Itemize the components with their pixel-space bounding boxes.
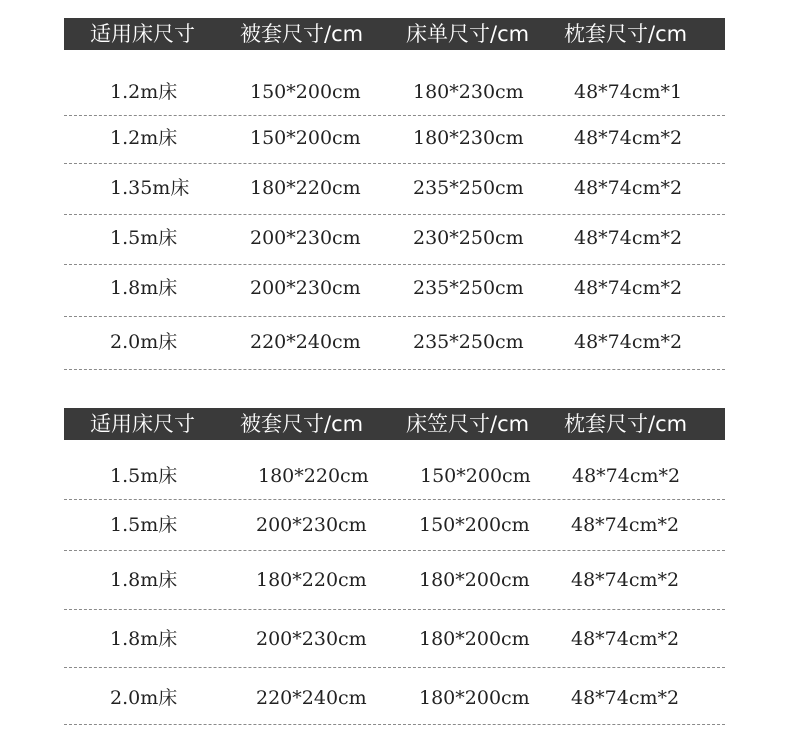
row-divider [64,264,725,265]
bed-size-cell: 1.8m床 [110,569,178,591]
pillowcase-size-cell: 48*74cm*2 [574,277,683,299]
duvet-size-cell: 150*200cm [250,81,361,103]
bed-size-cell: 2.0m床 [110,331,178,353]
duvet-size-cell: 200*230cm [256,514,367,536]
duvet-size-cell: 220*240cm [250,331,361,353]
sheet-size-cell: 235*250cm [413,331,524,353]
pillowcase-size-cell: 48*74cm*2 [571,514,680,536]
duvet-size-cell: 200*230cm [250,227,361,249]
row-divider [64,499,725,500]
pillowcase-size-cell: 48*74cm*2 [574,127,683,149]
duvet-size-cell: 180*220cm [250,177,361,199]
header-sheet-size: 床单尺寸/cm [406,22,530,46]
bed-size-cell: 1.8m床 [110,277,178,299]
size-table-sheet [64,18,725,370]
bed-size-cell: 1.5m床 [110,465,178,487]
row-divider [64,667,725,668]
row-divider [64,550,725,551]
header-bed-size: 适用床尺寸 [90,22,195,46]
bed-size-cell: 1.35m床 [110,177,190,199]
header-bed-size: 适用床尺寸 [90,412,195,436]
row-divider [64,115,725,116]
bed-size-cell: 2.0m床 [110,687,178,709]
sheet-size-cell: 180*230cm [413,127,524,149]
header-duvet-size: 被套尺寸/cm [240,22,364,46]
duvet-size-cell: 200*230cm [256,628,367,650]
row-divider [64,724,725,725]
duvet-size-cell: 220*240cm [256,687,367,709]
fitted-sheet-size-cell: 150*200cm [420,465,531,487]
row-divider [64,316,725,317]
pillowcase-size-cell: 48*74cm*2 [574,177,683,199]
bed-size-cell: 1.2m床 [110,81,178,103]
sheet-size-cell: 235*250cm [413,277,524,299]
fitted-sheet-size-cell: 180*200cm [419,569,530,591]
duvet-size-cell: 180*220cm [256,569,367,591]
duvet-size-cell: 200*230cm [250,277,361,299]
bed-size-cell: 1.2m床 [110,127,178,149]
row-divider [64,609,725,610]
duvet-size-cell: 150*200cm [250,127,361,149]
bed-size-cell: 1.5m床 [110,514,178,536]
pillowcase-size-cell: 48*74cm*2 [571,687,680,709]
header-duvet-size: 被套尺寸/cm [240,412,364,436]
bed-size-cell: 1.5m床 [110,227,178,249]
size-table-fitted-sheet [64,408,725,728]
row-divider [64,214,725,215]
bed-size-cell: 1.8m床 [110,628,178,650]
pillowcase-size-cell: 48*74cm*2 [571,628,680,650]
sheet-size-cell: 230*250cm [413,227,524,249]
pillowcase-size-cell: 48*74cm*2 [574,331,683,353]
fitted-sheet-size-cell: 180*200cm [419,687,530,709]
pillowcase-size-cell: 48*74cm*2 [574,227,683,249]
sheet-size-cell: 180*230cm [413,81,524,103]
pillowcase-size-cell: 48*74cm*1 [574,81,683,103]
table-header [64,18,725,50]
row-divider [64,369,725,370]
table-header [64,408,725,440]
header-fitted-sheet-size: 床笠尺寸/cm [406,412,530,436]
header-pillowcase-size: 枕套尺寸/cm [564,412,688,436]
pillowcase-size-cell: 48*74cm*2 [571,569,680,591]
fitted-sheet-size-cell: 180*200cm [419,628,530,650]
pillowcase-size-cell: 48*74cm*2 [572,465,681,487]
sheet-size-cell: 235*250cm [413,177,524,199]
duvet-size-cell: 180*220cm [258,465,369,487]
fitted-sheet-size-cell: 150*200cm [419,514,530,536]
header-pillowcase-size: 枕套尺寸/cm [564,22,688,46]
row-divider [64,163,725,164]
